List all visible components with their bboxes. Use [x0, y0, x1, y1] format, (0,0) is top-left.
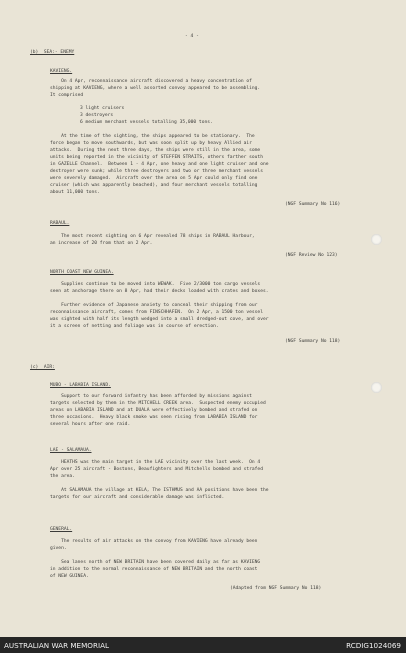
- lae-p2-line: targets for our aircraft and considerable damage was inflicted.: [50, 495, 225, 500]
- section-air-heading: (c) AIR:: [30, 365, 55, 370]
- archive-name: AUSTRALIAN WAR MEMORIAL: [4, 641, 109, 650]
- north-coast-p1-line: seen at anchorage there on 8 Apr, had their decks loaded with crates and boxes.: [50, 289, 269, 294]
- north-coast-p1-line: Supplies continue to be moved into WEWAK. Five 2/3000 ton cargo vessels: [50, 282, 261, 287]
- kavieng-heading: KAVIENG.: [50, 69, 73, 74]
- kavieng-p2-line: units being reported in the vicinity of STEFFEN STRAITS, others farther south: [50, 155, 263, 160]
- kavieng-reference: (NGF Summary No 116): [285, 202, 341, 207]
- lae-p1-line: Apr over 25 aircraft - Bostons, Beaufighters and Mitchells bombed and strafed: [50, 467, 263, 472]
- kavieng-p2-line: At the time of the sighting, the ships appeared to be stationary. The: [50, 134, 255, 139]
- kavieng-p2-line: in GAZELLE Channel. Between 1 - 4 Apr, one heavy and one light cruiser and one: [50, 162, 269, 167]
- north-coast-p2-line: was sighted with half its length wedged into a small dredged-out cove, and over: [50, 317, 269, 322]
- north-coast-p2-line: it a screen of netting and foliage was in course of erection.: [50, 324, 219, 329]
- lae-p1-line: the area.: [50, 474, 75, 479]
- section-sea-heading: (b) SEA:- ENEMY: [30, 50, 75, 55]
- lae-p1-line: HEATHS was the main target in the LAE vicinity over the last week. On 4: [50, 460, 261, 465]
- lae-p2-line: At SALAMAUA the village at KELA, The ISTHMUS and AA positions have been the: [50, 488, 269, 493]
- general-reference: (Adapted from NGF Summary No 118): [230, 586, 322, 591]
- archive-item-id: RCDIG1024069: [346, 641, 401, 650]
- north-coast-heading: NORTH COAST NEW GUINEA.: [50, 270, 114, 275]
- page-number: - 4 -: [185, 34, 199, 39]
- mubo-heading: MUBO - LABABIA ISLAND.: [50, 383, 111, 388]
- punch-hole-upper: [371, 234, 382, 245]
- mubo-p1-line: Support to our forward infantry has been afforded by missions against: [50, 394, 252, 399]
- mubo-p1-line: targets selected by them in the MITCHELL CREEK area. Suspected enemy occupied: [50, 401, 266, 406]
- kavieng-p2-line: destroyer were sunk; while three destroyers and two or three merchant vessels: [50, 169, 263, 174]
- kavieng-p2-line: about 11,000 tons.: [50, 190, 100, 195]
- north-coast-reference: (NGF Summary No 118): [285, 339, 341, 344]
- kavieng-list-item: 3 destroyers: [80, 113, 114, 118]
- kavieng-p2-line: force began to move southwards, but was soon split up by heavy Allied air: [50, 141, 252, 146]
- rabaul-reference: (NGF Review No 123): [285, 253, 338, 258]
- kavieng-p1-line: shipping at KAVIENG, where a well assorted convoy appeared to be assembling.: [50, 86, 261, 91]
- kavieng-list-item: 6 medium merchant vessels totalling 35,000 tons.: [80, 120, 213, 125]
- punch-hole-lower: [371, 382, 382, 393]
- kavieng-list-item: 3 light cruisers: [80, 106, 125, 111]
- general-p1-line: given.: [50, 546, 67, 551]
- mubo-p1-line: three occasions. Heavy black smoke was seen rising from LABABIA ISLAND for: [50, 415, 258, 420]
- archive-footer-bar: [0, 637, 406, 653]
- general-p2-line: of NEW GUINEA.: [50, 574, 89, 579]
- kavieng-p2-line: cruiser (which was apparently beached), and four merchant vessels totalling: [50, 183, 258, 188]
- general-p1-line: The results of air attacks on the convoy from KAVIENG have already been: [50, 539, 258, 544]
- kavieng-p1-line: It comprised: [50, 93, 84, 98]
- rabaul-p1-line: The most recent sighting on 6 Apr revealed 78 ships in RABAUL Harbour,: [50, 234, 255, 239]
- kavieng-p2-line: were severely damaged. Aircraft over the area on 5 Apr could only find one: [50, 176, 258, 181]
- general-heading: GENERAL.: [50, 527, 73, 532]
- kavieng-p2-line: attacks. During the next three days, the ships were still in the area, some: [50, 148, 261, 153]
- rabaul-heading: RABAUL.: [50, 221, 70, 226]
- mubo-p1-line: areas on LABABIA ISLAND and at DUALA were effectively bombed and strafed on: [50, 408, 258, 413]
- general-p2-line: in addition to the normal reconnaissance of NEW BRITAIN and the north coast: [50, 567, 258, 572]
- general-p2-line: Sea lanes north of NEW BRITAIN have been covered daily as far as KAVIENG: [50, 560, 261, 565]
- north-coast-p2-line: Further evidence of Japanese anxiety to conceal their shipping from our: [50, 303, 258, 308]
- lae-heading: LAE - SALAMAUA.: [50, 448, 92, 453]
- kavieng-p1-line: On 4 Apr, reconnaissance aircraft discovered a heavy concentration of: [50, 79, 252, 84]
- mubo-p1-line: several hours after one raid.: [50, 422, 131, 427]
- rabaul-p1-line: an increase of 20 from that on 2 Apr.: [50, 241, 153, 246]
- north-coast-p2-line: reconnaissance aircraft, comes from FINSCHHAFEN. On 2 Apr, a 1500 ton vessel: [50, 310, 263, 315]
